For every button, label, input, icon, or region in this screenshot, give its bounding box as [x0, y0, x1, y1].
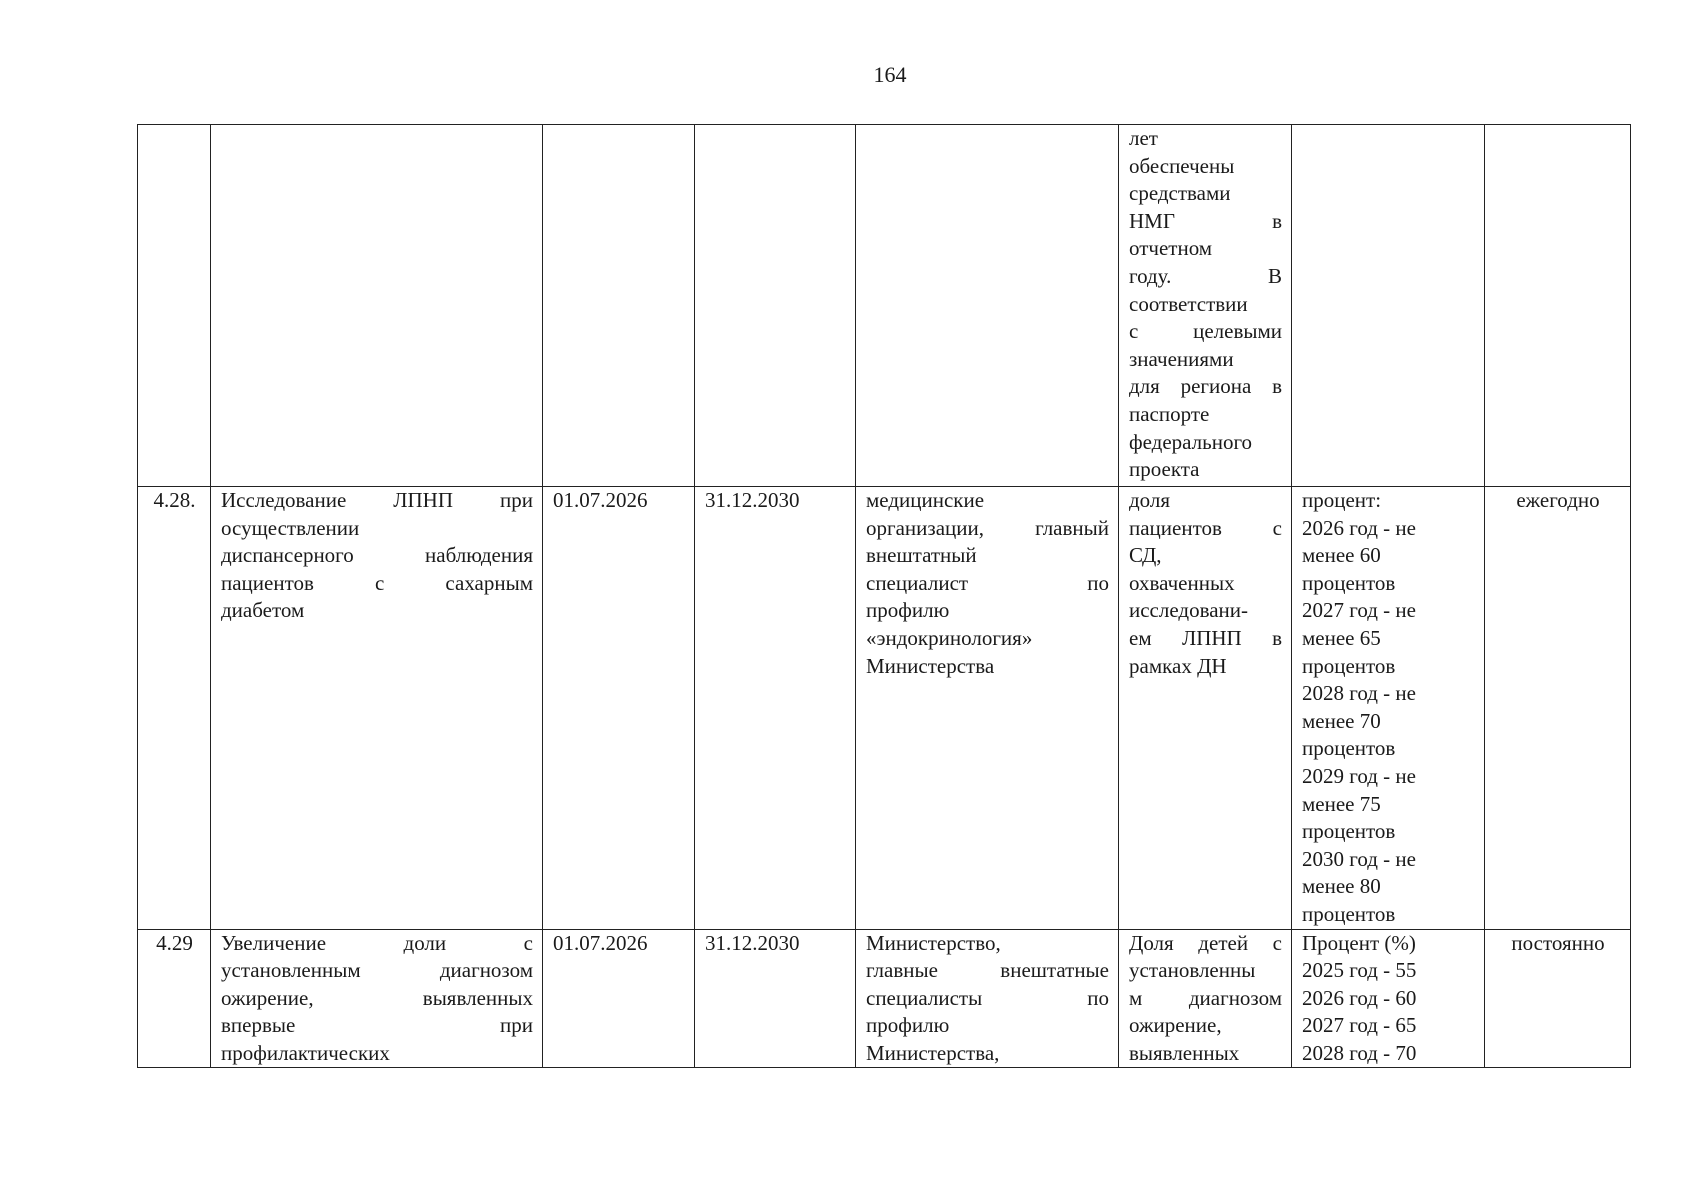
target-value-line: менее 70: [1302, 708, 1381, 733]
cell-text-line: средствами: [1129, 181, 1231, 206]
target-value-line: Процент (%): [1302, 930, 1416, 955]
cell-start-date: [543, 125, 695, 487]
cell-text-line: соответствии: [1129, 291, 1248, 316]
cell-target: [1292, 929, 1485, 1068]
cell-text-line: паспорте: [1129, 401, 1210, 426]
cell-text-line: рамках ДН: [1129, 653, 1227, 678]
cell-responsible: [856, 929, 1119, 1068]
target-value-line: 2026 год - 60: [1302, 985, 1417, 1010]
target-value-line: процентов: [1302, 819, 1396, 844]
cell-text-line: НМГ в: [1129, 208, 1282, 233]
measures-table: [137, 124, 1631, 1068]
target-value-line: 2027 год - не: [1302, 598, 1416, 623]
cell-target: [1292, 125, 1485, 487]
table-row-4-28: [138, 487, 1631, 930]
cell-end-date: 31.12.2030: [695, 929, 856, 1068]
cell-text-line: пациентов с сахарным: [221, 570, 533, 595]
cell-indicator: [1119, 487, 1292, 930]
cell-text-line: установленны: [1129, 958, 1256, 983]
cell-text-line: выявленных: [1129, 1040, 1240, 1065]
target-value-line: процент:: [1302, 488, 1382, 512]
cell-text-line: диспансерного наблюдения: [221, 543, 533, 568]
target-value-line: процентов: [1302, 736, 1396, 761]
target-value-line: менее 60: [1302, 543, 1381, 568]
cell-target: [1292, 487, 1485, 930]
cell-text-line: «эндокринология»: [866, 625, 1033, 650]
cell-text-line: отчетном: [1129, 236, 1213, 261]
cell-text-line: диабетом: [221, 598, 305, 623]
cell-event: [211, 125, 543, 487]
cell-text-line: пациентов с: [1129, 515, 1282, 540]
cell-text-line: проекта: [1129, 457, 1200, 482]
cell-periodicity: [1485, 125, 1631, 487]
target-value-line: процентов: [1302, 653, 1396, 678]
cell-text-line: главные внештатные: [866, 958, 1109, 983]
cell-number: 4.28.: [138, 487, 211, 930]
cell-text-line: ожирение, выявленных: [221, 985, 533, 1010]
cell-text-line: специалист по: [866, 570, 1109, 595]
page-number: 164: [873, 62, 907, 87]
cell-number: 4.29: [138, 929, 211, 1068]
cell-text-line: ожирение,: [1129, 1013, 1222, 1038]
table-row-4-29: [138, 929, 1631, 1068]
cell-indicator: [1119, 929, 1292, 1068]
cell-text-line: обеспечены: [1129, 153, 1235, 178]
target-value-line: 2028 год - 70: [1302, 1040, 1417, 1065]
target-value-line: менее 80: [1302, 874, 1381, 899]
cell-text-line: специалисты по: [866, 985, 1109, 1010]
cell-indicator: [1119, 125, 1292, 487]
cell-text-line: с целевыми: [1129, 319, 1282, 344]
cell-event: [211, 487, 543, 930]
cell-end-date: [695, 125, 856, 487]
cell-text-line: Доля детей с: [1129, 930, 1282, 955]
cell-text-line: медицинские: [866, 488, 985, 512]
target-value-line: 2026 год - не: [1302, 515, 1416, 540]
target-value-line: процентов: [1302, 570, 1396, 595]
cell-text-line: внештатный: [866, 543, 977, 568]
cell-text-line: Исследование ЛПНП при: [221, 488, 533, 512]
target-value-line: 2025 год - 55: [1302, 958, 1417, 983]
cell-text-line: впервые при: [221, 1013, 533, 1038]
target-value-line: 2027 год - 65: [1302, 1013, 1417, 1038]
cell-text-line: профилю: [866, 1013, 950, 1038]
cell-text-line: Министерства,: [866, 1040, 1000, 1065]
target-value-line: 2029 год - не: [1302, 763, 1416, 788]
target-value-line: менее 75: [1302, 791, 1381, 816]
cell-text-line: ем ЛПНП в: [1129, 625, 1282, 650]
cell-text-line: для региона в: [1129, 374, 1282, 399]
cell-text-line: осуществлении: [221, 515, 360, 540]
cell-text-line: Министерство,: [866, 930, 1001, 955]
cell-responsible: [856, 487, 1119, 930]
cell-periodicity: ежегодно: [1485, 487, 1631, 930]
target-value-line: процентов: [1302, 901, 1396, 926]
cell-text-line: профилю: [866, 598, 950, 623]
cell-text-line: Министерства: [866, 653, 995, 678]
cell-text-line: организации, главный: [866, 515, 1109, 540]
cell-start-date: 01.07.2026: [543, 929, 695, 1068]
target-value-line: менее 65: [1302, 625, 1381, 650]
cell-periodicity: постоянно: [1485, 929, 1631, 1068]
cell-text-line: значениями: [1129, 346, 1234, 371]
table-row-continuation: [138, 125, 1631, 487]
cell-text-line: профилактических: [221, 1040, 390, 1065]
cell-text-line: СД,: [1129, 543, 1162, 568]
cell-text-line: лет: [1129, 126, 1158, 150]
cell-text-line: исследовани-: [1129, 598, 1249, 623]
cell-text-line: федерального: [1129, 429, 1253, 454]
cell-responsible: [856, 125, 1119, 487]
cell-end-date: 31.12.2030: [695, 487, 856, 930]
cell-text-line: году. В: [1129, 263, 1282, 288]
cell-number: [138, 125, 211, 487]
target-value-line: 2030 год - не: [1302, 846, 1416, 871]
cell-text-line: установленным диагнозом: [221, 958, 533, 983]
target-value-line: 2028 год - не: [1302, 681, 1416, 706]
cell-text-line: охваченных: [1129, 570, 1235, 595]
cell-start-date: 01.07.2026: [543, 487, 695, 930]
cell-text-line: м диагнозом: [1129, 985, 1282, 1010]
cell-event: [211, 929, 543, 1068]
cell-text-line: доля: [1129, 488, 1171, 512]
cell-text-line: Увеличение доли с: [221, 930, 533, 955]
